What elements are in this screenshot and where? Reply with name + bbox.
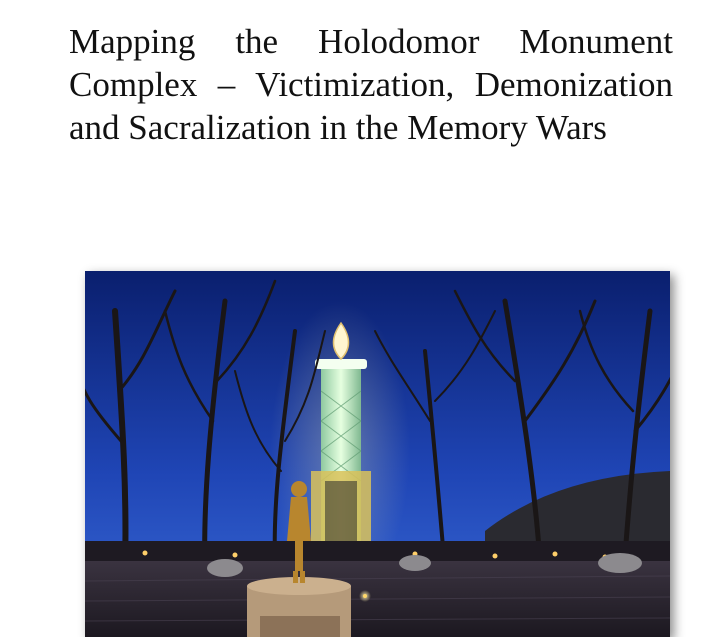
millstone <box>399 555 431 571</box>
millstone <box>598 553 642 573</box>
hedge <box>85 541 670 561</box>
document-title: Mapping the Holodomor Monument Complex – Victimization, Demonization and Sacralization in the Memory Wars <box>69 22 673 147</box>
statue-pedestal <box>247 577 351 637</box>
millstone <box>207 559 243 577</box>
monument-photo-svg <box>85 271 670 637</box>
monument-photo <box>85 271 670 637</box>
